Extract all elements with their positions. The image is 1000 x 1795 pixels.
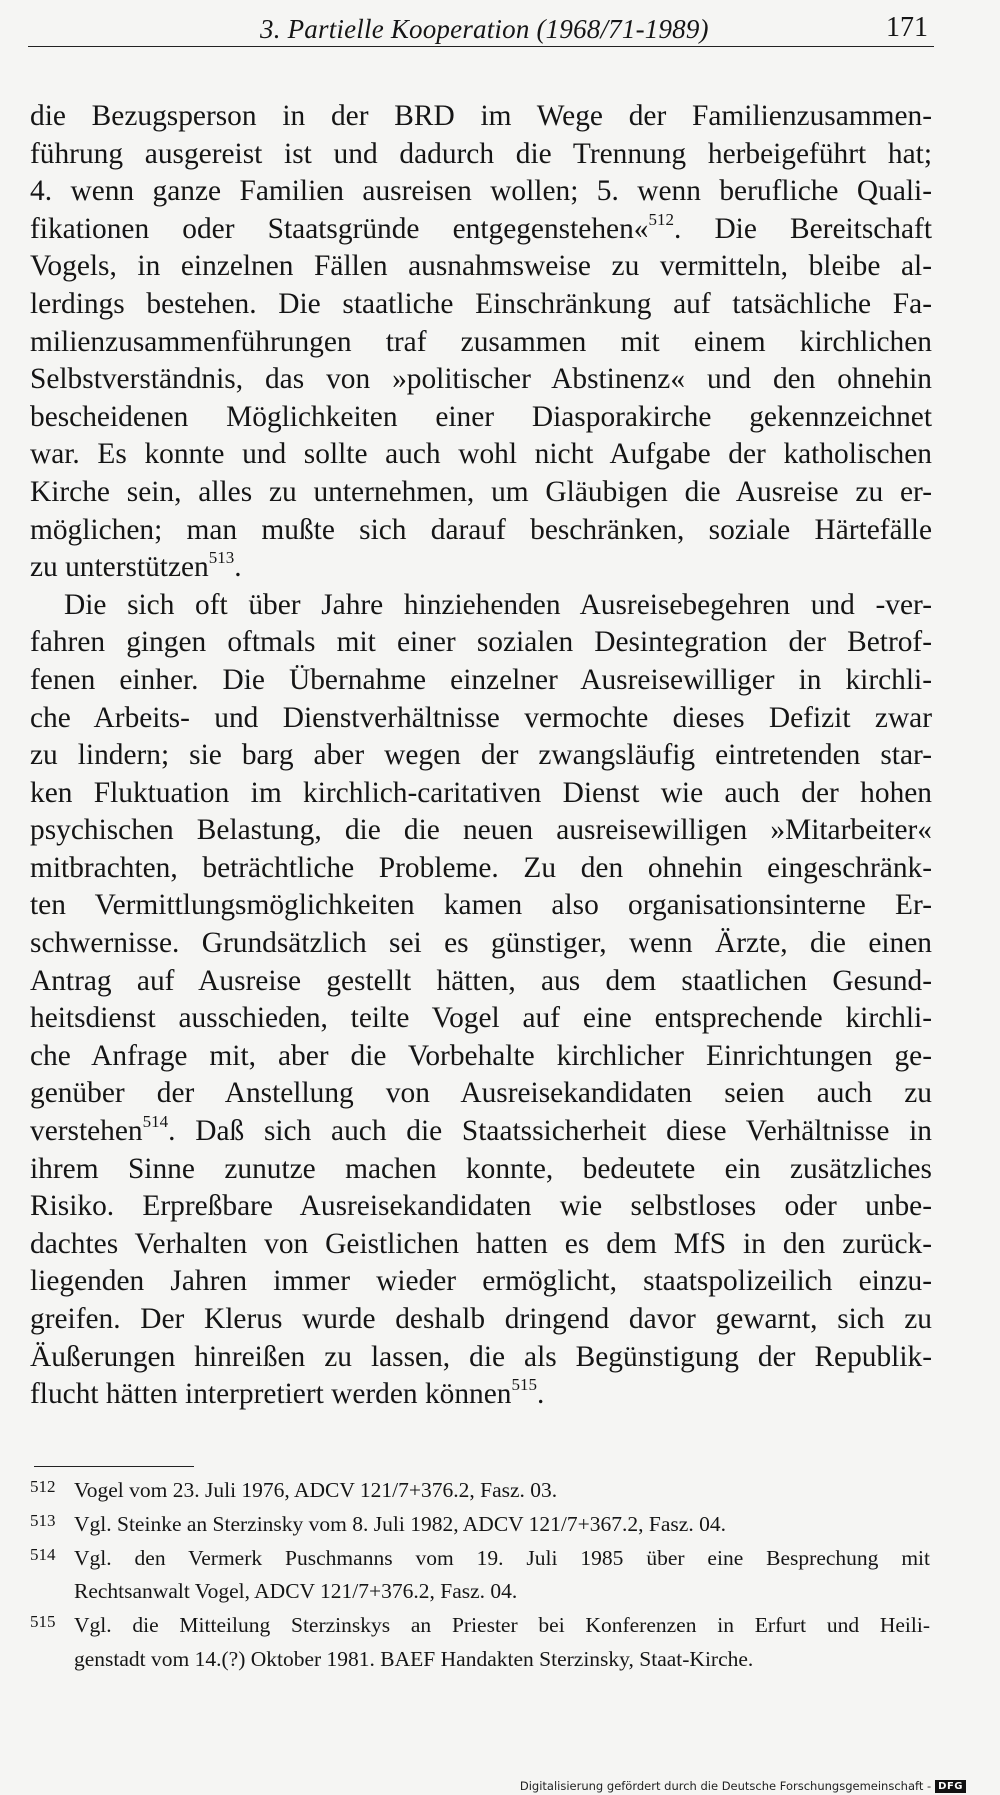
line-text: lerdings bestehen. Die staatliche Einschränkung auf tatsächliche Fa- [30, 287, 932, 320]
footnote-reference[interactable]: 515 [511, 1375, 537, 1395]
line-text: zu lindern; sie barg aber wegen der zwangsläufig eintretenden star- [30, 739, 932, 772]
line-text: che Arbeits- und Dienstverhältnisse vermochte dieses Defizit zwar [30, 701, 932, 734]
text-line [30, 1038, 932, 1076]
line-text: fenen einher. Die Übernahme einzelner Ausreisewilliger in kirchli- [30, 663, 932, 696]
text-line [30, 1301, 932, 1339]
text-line [30, 925, 932, 963]
text-line [30, 361, 932, 399]
line-text: psychischen Belastung, die die neuen ausreisewilligen »Mitarbeiter« [30, 814, 932, 847]
line-text: genüber der Anstellung von Ausreisekandidaten seien auch zu [30, 1077, 932, 1110]
page-header [28, 12, 934, 47]
text-line [30, 98, 932, 136]
paragraph [30, 587, 932, 1414]
footnote-number: 514 [30, 1544, 56, 1564]
line-text: möglichen; man mußte sich darauf beschränken, soziale Härtefälle [30, 513, 932, 546]
line-text: liegenden Jahren immer wieder ermöglicht, staatspolizeilich einzu- [30, 1265, 932, 1298]
text-line [30, 587, 932, 625]
text-line [30, 286, 932, 324]
text-line [30, 136, 932, 174]
footnote-number: 515 [30, 1612, 56, 1632]
footnotes [30, 1474, 930, 1677]
line-text: Äußerungen hinreißen zu lassen, die als Begünstigung der Republik- [30, 1340, 932, 1373]
text-line [30, 474, 932, 512]
text-line [30, 248, 932, 286]
text-line [30, 963, 932, 1001]
text-line [30, 1151, 932, 1189]
footnote [30, 1508, 930, 1542]
line-text: verstehen [30, 1115, 143, 1148]
line-text: war. Es konnte und sollte auch wohl nicht Aufgabe der katholischen [30, 438, 932, 471]
running-title: 3. Partielle Kooperation (1968/71-1989) [260, 14, 709, 44]
line-text: mitbrachten, beträchtliche Probleme. Zu den ohnehin eingeschränk- [30, 851, 932, 884]
text-line [30, 737, 932, 775]
line-text: greifen. Der Klerus wurde deshalb dringend davor gewarnt, sich zu [30, 1303, 932, 1335]
page-number: 171 [886, 12, 928, 43]
line-text: Selbstverständnis, das von »politischer Abstinenz« und den ohnehin [30, 363, 932, 396]
line-text-after: . [234, 551, 242, 584]
text-line [30, 512, 932, 550]
text-line [30, 1376, 932, 1414]
text-line [30, 1226, 932, 1264]
line-text: zu unterstützen [30, 551, 209, 584]
line-text: die Bezugsperson in der BRD im Wege der Familienzusammen- [30, 100, 932, 132]
line-text: führung ausgereist ist und dadurch die Trennung herbeigeführt hat; [30, 137, 932, 170]
text-line [30, 1000, 932, 1038]
line-text: ihrem Sinne zunutze machen konnte, bedeutete ein zusätzliches [30, 1152, 932, 1185]
text-line [30, 887, 932, 925]
text-line [30, 324, 932, 362]
line-text: Die sich oft über Jahre hinziehenden Ausreisebegehren und -ver- [64, 588, 932, 621]
line-text: fikationen oder Staatsgründe entgegenstehen« [30, 212, 649, 245]
footnote-line: Vgl. den Vermerk Puschmanns vom 19. Juli 1985 über eine Besprechung mit [74, 1545, 930, 1570]
text-line [30, 211, 932, 249]
text-line [30, 775, 932, 813]
line-text: flucht hätten interpretiert werden können [30, 1378, 512, 1411]
line-text: Kirche sein, alles zu unternehmen, um Gläubigen die Ausreise zu er- [30, 475, 932, 508]
text-line [30, 1075, 932, 1113]
line-text: bescheidenen Möglichkeiten einer Diasporakirche gekennzeichnet [30, 400, 932, 433]
digitization-text: Digitalisierung gefördert durch die Deutsche Forschungsgemeinschaft - [519, 1779, 932, 1793]
footnote-separator [34, 1466, 194, 1467]
footnote-line: Rechtsanwalt Vogel, ADCV 121/7+376.2, Fasz. 04. [74, 1579, 518, 1604]
text-line [30, 1339, 932, 1377]
line-text: che Anfrage mit, aber die Vorbehalte kirchlicher Einrichtungen ge- [30, 1039, 932, 1072]
footnote [30, 1542, 930, 1610]
text-line [30, 624, 932, 662]
text-line [30, 1188, 932, 1226]
text-line [30, 662, 932, 700]
digitization-note [520, 1779, 966, 1793]
footnote-number: 513 [30, 1510, 56, 1530]
line-text-after: . [537, 1378, 545, 1411]
line-text: ten Vermittlungsmöglichkeiten kamen also organisationsinterne Er- [30, 889, 932, 922]
text-line [30, 700, 932, 738]
body-text [30, 98, 932, 1414]
text-line [30, 1263, 932, 1301]
text-line [30, 549, 932, 587]
line-text-after: . Daß sich auch die Staatssicherheit diese Verhältnisse in [168, 1115, 932, 1148]
footnote-line: Vogel vom 23. Juli 1976, ADCV 121/7+376.2, Fasz. 03. [74, 1478, 558, 1502]
line-text: dachtes Verhalten von Geistlichen hatten es dem MfS in den zurück- [30, 1227, 932, 1260]
footnote-line: Vgl. die Mitteilung Sterzinskys an Priester bei Konferenzen in Erfurt und Heili- [74, 1613, 930, 1638]
line-text: ken Fluktuation im kirchlich-caritativen Dienst wie auch der hohen [30, 776, 932, 809]
line-text: fahren gingen oftmals mit einer sozialen Desintegration der Betrof- [30, 626, 932, 659]
line-text: schwernisse. Grundsätzlich sei es günstiger, wenn Ärzte, die einen [30, 927, 932, 960]
text-line [30, 1113, 932, 1151]
footnote-line: genstadt vom 14.(?) Oktober 1981. BAEF Handakten Sterzinsky, Staat-Kirche. [74, 1646, 754, 1671]
footnote-number: 512 [30, 1477, 56, 1496]
text-line [30, 812, 932, 850]
text-line [30, 436, 932, 474]
dfg-logo: DFG [935, 1780, 966, 1793]
line-text: Antrag auf Ausreise gestellt hätten, aus dem staatlichen Gesund- [30, 964, 932, 997]
line-text: milienzusammenführungen traf zusammen mit einem kirchlichen [30, 325, 932, 358]
line-text: Vogels, in einzelnen Fällen ausnahmsweise zu vermitteln, bleibe al- [30, 250, 932, 283]
line-text: 4. wenn ganze Familien ausreisen wollen; 5. wenn berufliche Quali- [30, 175, 932, 208]
line-text: heitsdienst ausschieden, teilte Vogel auf eine entsprechende kirchli- [30, 1002, 932, 1035]
footnote [30, 1474, 930, 1508]
footnote-line: Vgl. Steinke an Sterzinsky vom 8. Juli 1982, ADCV 121/7+367.2, Fasz. 04. [74, 1511, 726, 1536]
footnote-reference[interactable]: 513 [208, 548, 235, 568]
footnote [30, 1609, 930, 1677]
footnote-reference[interactable]: 512 [648, 209, 674, 229]
line-text-after: . Die Bereitschaft [673, 212, 933, 245]
text-line [30, 399, 932, 437]
paragraph [30, 98, 932, 587]
line-text: Risiko. Erpreßbare Ausreisekandidaten wie selbstloses oder unbe- [30, 1190, 932, 1223]
footnote-reference[interactable]: 514 [142, 1112, 169, 1132]
text-line [30, 173, 932, 211]
text-line [30, 850, 932, 888]
